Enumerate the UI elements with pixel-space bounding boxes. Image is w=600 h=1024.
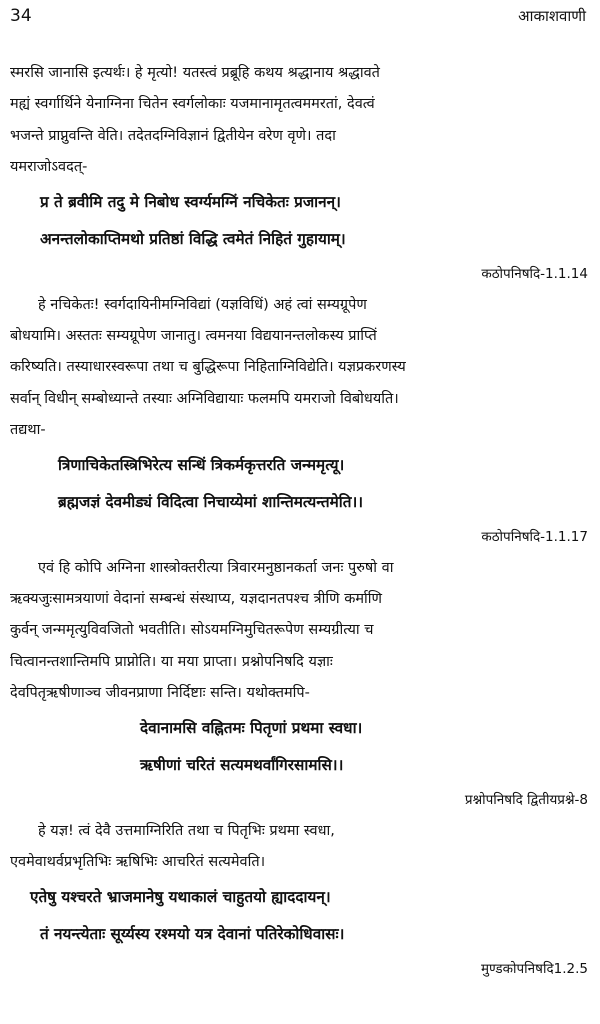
text-line: हे नचिकेतः! स्वर्गदायिनीमग्निविद्यां (यज्ञविधिं) अहं त्वां सम्यग्रूपेण bbox=[38, 296, 367, 313]
text-line: बोधयामि। अस्ततः सम्यग्रूपेण जानातु। त्वमनया विद्ययानन्तलोकस्य प्राप्तिं bbox=[10, 328, 377, 345]
citation-2: कठोपनिषदि-1.1.17 bbox=[481, 528, 588, 545]
citation-3: प्रश्नोपनिषदि द्वितीयप्रश्ने-8 bbox=[464, 791, 588, 808]
citation-1: कठोपनिषदि-1.1.14 bbox=[481, 265, 588, 282]
paragraph-1 bbox=[10, 58, 592, 184]
verse-line: अनन्तलोकाप्तिमथो प्रतिष्ठां विद्धि त्वमेतं निहितं गुहायाम्। bbox=[40, 229, 346, 248]
verse-2 bbox=[10, 447, 592, 521]
paragraph-3 bbox=[10, 553, 592, 710]
verse-line: एतेषु यश्चरते भ्राजमानेषु यथाकालं चाहुतयो ह्याददायन्। bbox=[30, 887, 331, 906]
text-line: करिष्यति। तस्याधारस्वरूपा तथा च बुद्धिरूपा निहिताग्निविद्येति। यज्ञप्रकरणस्य bbox=[10, 359, 406, 376]
text-line: स्मरसि जानासि इत्यर्थः। हे मृत्यो! यतस्त्वं प्रब्रूहि कथय श्रद्धानाय श्रद्धावते bbox=[10, 65, 380, 81]
text-line: हे यज्ञ! त्वं देवै उत्तमाग्निरिति तथा च पितृभिः प्रथमा स्वधा, bbox=[38, 822, 335, 839]
verse-line: ब्रह्मजज्ञं देवमीड्यं विदित्वा निचाय्येमां शान्तिमत्यन्तमेति।। bbox=[58, 492, 364, 511]
verse-line: त्रिणाचिकेतस्त्रिभिरेत्य सन्धिं त्रिकर्मकृत्तरति जन्ममृत्यू। bbox=[58, 455, 345, 474]
running-title: आकाशवाणी bbox=[518, 7, 586, 25]
page-body bbox=[10, 58, 592, 985]
text-line: ऋक्यजुःसामत्रयाणां वेदानां सम्बन्धं संस्थाप्य, यज्ञदानतपश्च त्रीणि कर्माणि bbox=[10, 591, 382, 608]
verse-4 bbox=[10, 879, 592, 953]
text-line: मह्यं स्वर्गार्थिने येनाग्निना चितेन स्वर्गलोकाः यजमानामृतत्वममरतां, देवत्वं bbox=[10, 96, 375, 113]
text-line: तद्यथा- bbox=[10, 422, 46, 439]
text-line: यमराजोऽवदत्- bbox=[10, 159, 88, 176]
verse-1 bbox=[10, 184, 592, 258]
text-line: चित्वानन्तशान्तिमपि प्राप्नोति। या मया प्राप्ता। प्रश्नोपनिषदि यज्ञाः bbox=[10, 653, 333, 670]
paragraph-4 bbox=[10, 816, 592, 879]
verse-line: प्र ते ब्रवीमि तदु मे निबोध स्वर्ग्यमग्निं नचिकेतः प्रजानन्। bbox=[40, 192, 341, 211]
text-line: भजन्ते प्राप्नुवन्ति वेति। तदेतदग्निविज्ञानं द्वितीयेन वरेण वृणे। तदा bbox=[10, 127, 336, 144]
text-line: कुर्वन् जन्ममृत्युविवजितो भवतीति। सोऽयमग्निमुचितरूपेण सम्यग्रीत्या च bbox=[10, 622, 374, 639]
text-line: एवं हि कोपि अग्निना शास्त्रोक्तरीत्या त्रिवारमनुष्ठानकर्ता जनः पुरुषो वा bbox=[38, 559, 394, 576]
verse-3 bbox=[10, 710, 592, 784]
text-line: देवपितृऋषीणाञ्च जीवनप्राणा निर्दिष्टाः सन्ति। यथोक्तमपि- bbox=[10, 685, 310, 702]
verse-line: तं नयन्त्येताः सूर्य्यस्य रश्मयो यत्र देवानां पतिरेकोधिवासः। bbox=[40, 924, 345, 943]
verse-line: देवानामसि वह्नितमः पितृणां प्रथमा स्वधा। bbox=[140, 718, 363, 737]
citation-4: मुण्डकोपनिषदि1.2.5 bbox=[480, 960, 588, 977]
text-line: एवमेवाथर्वप्रभृतिभिः ऋषिभिः आचरितं सत्यमेवति। bbox=[10, 854, 266, 871]
verse-line: ऋषीणां चरितं सत्यमथर्वांगिरसामसि।। bbox=[140, 755, 344, 774]
page-number: 34 bbox=[10, 6, 32, 26]
text-line: सर्वान् विधीन् सम्बोध्यान्ते तस्याः अग्निविद्यायाः फलमपि यमराजो विबोधयति। bbox=[10, 390, 399, 407]
paragraph-2 bbox=[10, 290, 592, 447]
